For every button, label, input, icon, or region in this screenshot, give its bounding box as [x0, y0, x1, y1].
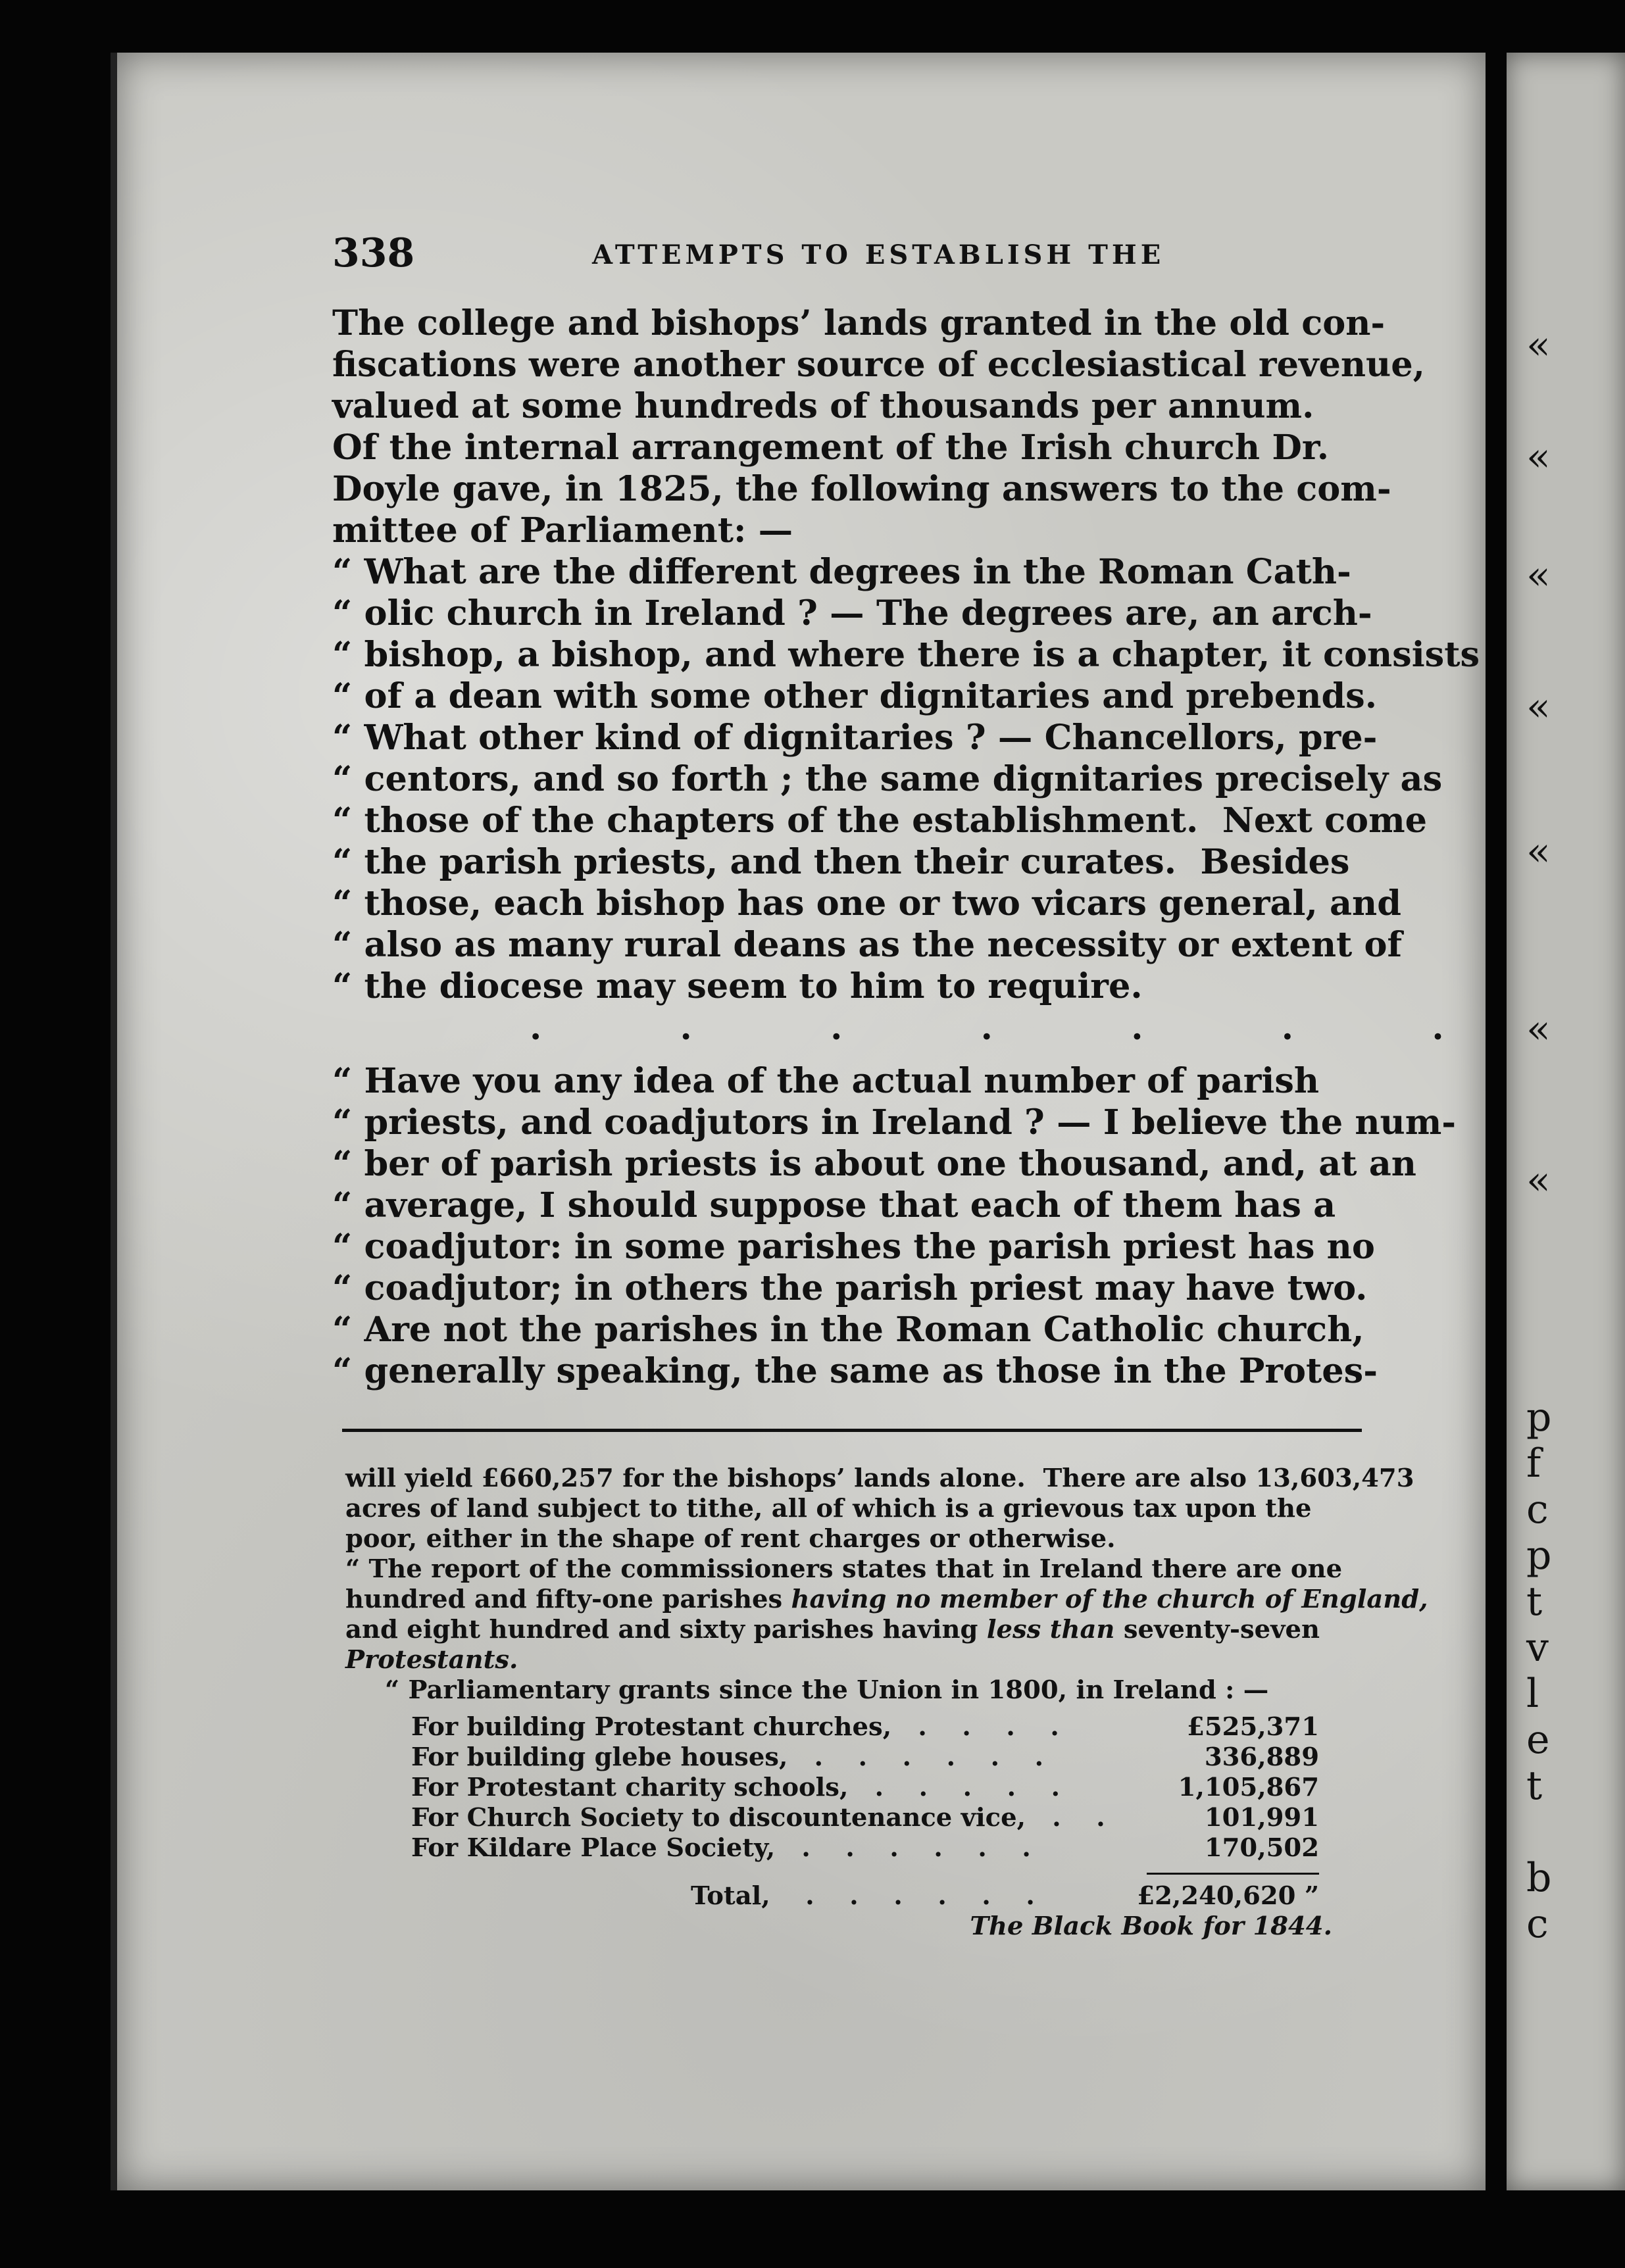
- grant-row: [411, 1742, 1319, 1773]
- footnote-line: “ The report of the commissioners states that in Ireland there are one: [345, 1554, 1343, 1584]
- footnote-line: acres of land subject to tithe, all of which is a grievous tax upon the: [345, 1494, 1312, 1523]
- body-line: Doyle gave, in 1825, the following answers to the com-: [332, 469, 1391, 509]
- grant-amount: 170,502: [1204, 1833, 1319, 1863]
- adjacent-page-fragment: f: [1526, 1441, 1541, 1487]
- grant-label: For Church Society to discountenance vice, . .: [411, 1803, 1105, 1833]
- body-line: “ ber of parish priests is about one thousand, and, at an: [332, 1144, 1416, 1184]
- adjacent-page-fragment: «: [1526, 1006, 1551, 1052]
- adjacent-page-fragment: p: [1526, 1533, 1552, 1579]
- body-line: “ those, each bishop has one or two vicars general, and: [332, 883, 1401, 924]
- footnote-rule: [342, 1429, 1362, 1432]
- running-head: ATTEMPTS TO ESTABLISH THE: [592, 239, 1165, 270]
- body-line: “ Have you any idea of the actual number of parish: [332, 1061, 1320, 1101]
- grant-amount: 336,889: [1204, 1742, 1319, 1772]
- grant-row: [411, 1833, 1319, 1863]
- adjacent-page-fragment: l: [1526, 1671, 1539, 1717]
- body-line: “ of a dean with some other dignitaries and prebends.: [332, 676, 1377, 716]
- body-line: fiscations were another source of ecclesiastical revenue,: [332, 345, 1425, 385]
- body-line: The college and bishops’ lands granted in the old con-: [332, 303, 1386, 343]
- footnote-line: will yield £660,257 for the bishops’ lands alone. There are also 13,603,473: [345, 1464, 1414, 1493]
- page-header: [332, 230, 1365, 283]
- adjacent-page-fragment: p: [1526, 1394, 1552, 1441]
- body-line: Of the internal arrangement of the Irish church Dr.: [332, 428, 1329, 468]
- grant-label: For Protestant charity schools, . . . . .: [411, 1773, 1061, 1802]
- body-line: “ olic church in Ireland ? — The degrees are, an arch-: [332, 593, 1372, 633]
- body-line: “ the diocese may seem to him to require.: [332, 966, 1143, 1006]
- grant-row: [411, 1773, 1319, 1803]
- adjacent-page-fragment: t: [1526, 1763, 1543, 1809]
- grant-amount: 101,991: [1204, 1803, 1319, 1833]
- body-line: “ What are the different degrees in the Roman Cath-: [332, 552, 1351, 592]
- grant-row: [411, 1712, 1319, 1742]
- grants-intro: “ Parliamentary grants since the Union in 1800, in Ireland : —: [385, 1675, 1269, 1705]
- adjacent-page-fragment: «: [1526, 322, 1551, 368]
- page-number: 338: [332, 230, 415, 276]
- adjacent-page-fragment: «: [1526, 684, 1551, 730]
- footnote-italic: Protestants.: [345, 1645, 518, 1675]
- footnote-line: [345, 1615, 1365, 1645]
- body-line: “ those of the chapters of the establishment. Next come: [332, 801, 1428, 841]
- total-label: Total, . . . . . .: [691, 1881, 1035, 1911]
- adjacent-page-fragment: c: [1526, 1901, 1549, 1947]
- body-line: “ bishop, a bishop, and where there is a chapter, it consists: [332, 635, 1480, 675]
- body-line: “ the parish priests, and then their curates. Besides: [332, 842, 1350, 882]
- grant-amount: £525,371: [1187, 1712, 1319, 1742]
- grant-row: [411, 1803, 1319, 1833]
- body-text: [332, 303, 1507, 1392]
- body-line: “ coadjutor; in others the parish priest may have two.: [332, 1268, 1368, 1308]
- adjacent-page-fragment: v: [1526, 1625, 1549, 1671]
- adjacent-page-fragment: «: [1526, 1158, 1551, 1204]
- adjacent-page-fragment: e: [1526, 1717, 1550, 1763]
- adjacent-page-fragment: «: [1526, 553, 1551, 599]
- footnote-line: poor, either in the shape of rent charges or otherwise.: [345, 1524, 1116, 1554]
- adjacent-page-fragment: «: [1526, 434, 1551, 480]
- grant-label: For building glebe houses, . . . . . .: [411, 1742, 1044, 1772]
- grant-label: For building Protestant churches, . . . .: [411, 1712, 1059, 1742]
- body-line: “ priests, and coadjutors in Ireland ? — I believe the num-: [332, 1102, 1457, 1143]
- body-line: “ average, I should suppose that each of them has a: [332, 1185, 1336, 1225]
- body-line: valued at some hundreds of thousands per annum.: [332, 386, 1314, 426]
- total-row: [411, 1881, 1319, 1911]
- body-line: “ What other kind of dignitaries ? — Chancellors, pre-: [332, 718, 1378, 758]
- adjacent-page-fragment: b: [1526, 1855, 1552, 1901]
- body-line: “ generally speaking, the same as those in the Protes-: [332, 1351, 1378, 1391]
- adjacent-page-fragment: «: [1526, 829, 1551, 875]
- body-line: “ Are not the parishes in the Roman Catholic church,: [332, 1310, 1364, 1350]
- footnote-line: [345, 1585, 1428, 1615]
- body-line: “ centors, and so forth ; the same dignitaries precisely as: [332, 759, 1443, 799]
- total-amount: £2,240,620 ”: [1137, 1881, 1319, 1911]
- source-citation: The Black Book for 1844.: [970, 1911, 1332, 1941]
- footnote-italic: less than: [986, 1615, 1115, 1644]
- body-line: “ also as many rural deans as the necessity or extent of: [332, 925, 1403, 965]
- grants-table: [411, 1712, 1332, 1942]
- adjacent-page-fragment: c: [1526, 1487, 1549, 1533]
- body-line: “ coadjutor: in some parishes the parish priest has no: [332, 1227, 1375, 1267]
- sum-rule: [1147, 1873, 1319, 1875]
- footnote-text: hundred and fifty-one parishes: [345, 1585, 791, 1614]
- footnote-text: and eight hundred and sixty parishes having: [345, 1615, 987, 1644]
- footnote-line: [345, 1645, 1365, 1675]
- grant-amount: 1,105,867: [1178, 1773, 1319, 1802]
- grant-label: For Kildare Place Society, . . . . . .: [411, 1833, 1031, 1863]
- adjacent-page-edge: [1507, 53, 1625, 2190]
- footnote-italic: having no member of the church of England,: [791, 1585, 1428, 1614]
- adjacent-page-fragment: t: [1526, 1579, 1543, 1625]
- body-line: mittee of Parliament: —: [332, 510, 793, 551]
- ellipsis-row: . . . . . . .: [530, 1008, 1507, 1048]
- footnote: [345, 1464, 1428, 1706]
- footnote-text: seventy-seven: [1114, 1615, 1320, 1644]
